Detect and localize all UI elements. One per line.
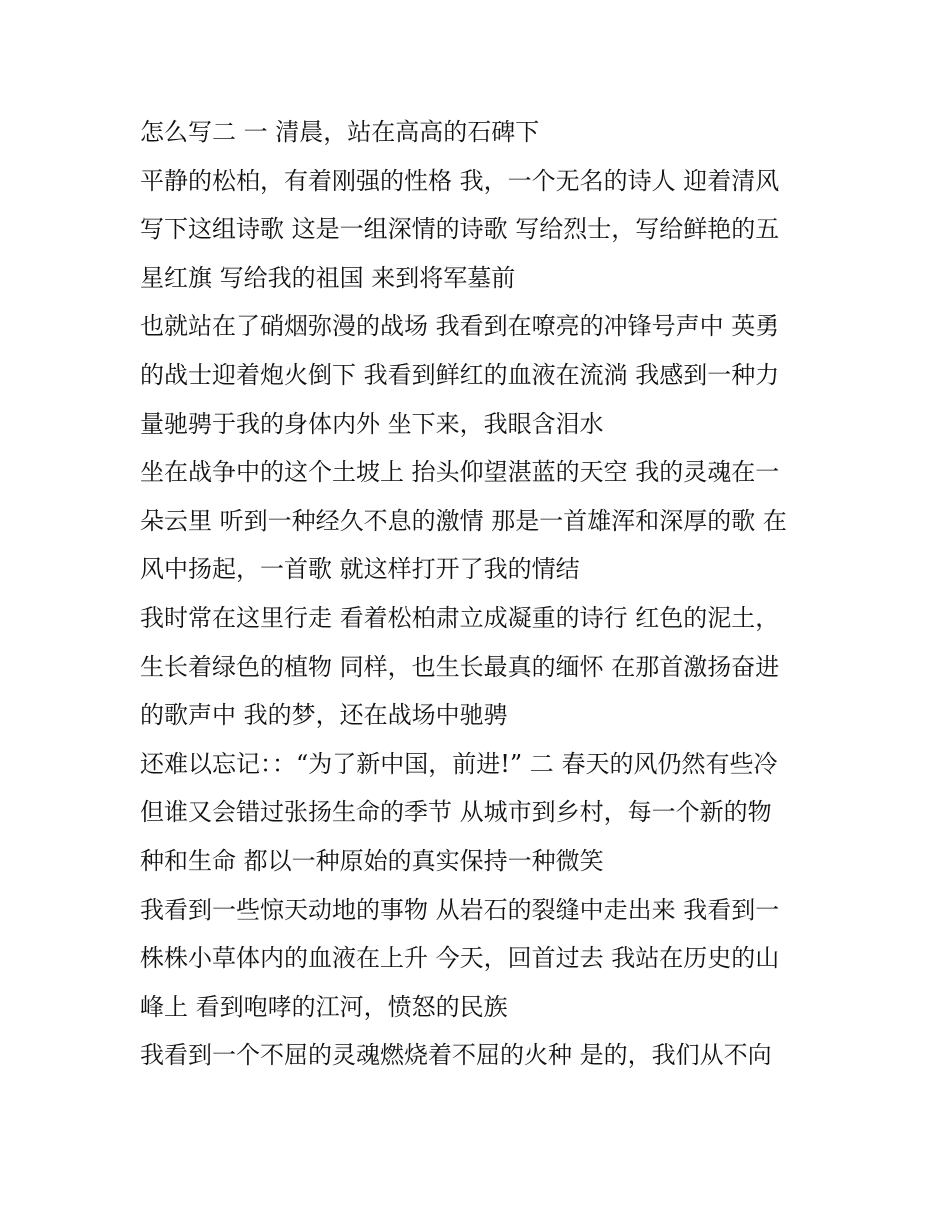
text-line: 怎么写二 一 清晨，站在高高的石碑下 — [140, 118, 540, 146]
text-line: 平静的松柏，有着刚强的性格 我，一个无名的诗人 迎着清风 — [140, 166, 780, 195]
text-line: 我看到一些惊天动地的事物 从岩石的裂缝中走出来 我看到一 — [140, 895, 780, 924]
text-line: 株株小草体内的血液在上升 今天，回首过去 我站在历史的山 — [140, 944, 780, 973]
text-line: 种和生命 都以一种原始的真实保持一种微笑 — [140, 846, 604, 875]
paragraph — [140, 594, 820, 740]
text-line: 我时常在这里行走 看着松柏肃立成凝重的诗行 红色的泥土， — [140, 603, 780, 632]
text-line: 也就站在了硝烟弥漫的战场 我看到在嘹亮的冲锋号声中 英勇 — [140, 312, 780, 341]
text-line: 星红旗 写给我的祖国 来到将军墓前 — [140, 263, 516, 292]
text-line: 写下这组诗歌 这是一组深情的诗歌 写给烈士，写给鲜艳的五 — [140, 215, 780, 244]
text-line: 峰上 看到咆哮的江河，愤怒的民族 — [140, 992, 508, 1021]
paragraph — [140, 302, 820, 448]
text-line: 的歌声中 我的梦，还在战场中驰骋 — [140, 701, 508, 730]
document-body — [140, 108, 820, 1080]
text-line: 还难以忘记：：“为了新中国，前进!” 二 春天的风仍然有些冷 — [140, 749, 778, 778]
paragraph — [140, 108, 820, 157]
text-line: 坐在战争中的这个土坡上 抬头仰望湛蓝的天空 我的灵魂在一 — [140, 458, 780, 487]
text-line: 的战士迎着炮火倒下 我看到鲜红的血液在流淌 我感到一种力 — [140, 360, 780, 389]
paragraph — [140, 157, 820, 303]
paragraph — [140, 448, 820, 594]
text-line: 生长着绿色的植物 同样，也生长最真的缅怀 在那首激扬奋进 — [140, 652, 780, 681]
text-line: 我看到一个不屈的灵魂燃烧着不屈的火种 是的，我们从不向 — [140, 1041, 772, 1070]
paragraph — [140, 1031, 820, 1080]
paragraph — [140, 740, 820, 886]
text-line: 量驰骋于我的身体内外 坐下来，我眼含泪水 — [140, 409, 604, 438]
paragraph — [140, 886, 820, 1032]
text-line: 朵云里 听到一种经久不息的激情 那是一首雄浑和深厚的歌 在 — [140, 506, 787, 535]
text-line: 但谁又会错过张扬生命的季节 从城市到乡村，每一个新的物 — [140, 798, 772, 827]
text-line: 风中扬起，一首歌 就这样打开了我的情结 — [140, 555, 580, 584]
